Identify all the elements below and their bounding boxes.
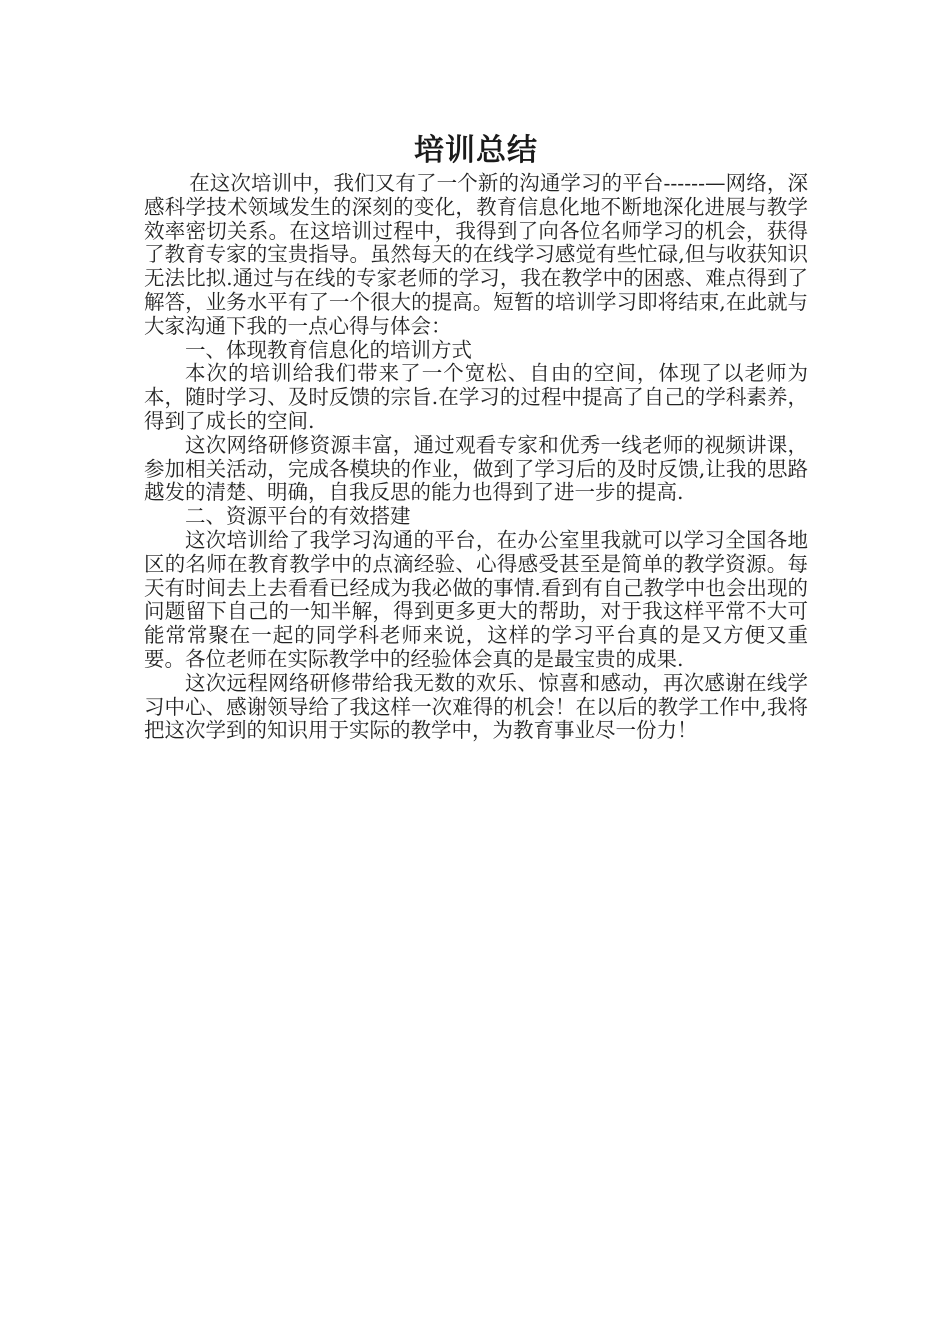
section2-paragraph-2: 这次远程网络研修带给我无数的欢乐、惊喜和感动，再次感谢在线学习中心、感谢领导给了我这样一次难得的机会！在以后的教学工作中,我将把这次学到的知识用于实际的教学中，为教育事业尽一份力！: [144, 670, 808, 743]
intro-paragraph: 在这次培训中，我们又有了一个新的沟通学习的平台------—网络，深感科学技术领域发生的深刻的变化，教育信息化地不断地深化进展与教学效率密切关系。在这培训过程中，我得到了向各位名师学习的机会，获得了教育专家的宝贵指导。虽然每天的在线学习感觉有些忙碌,但与收获知识无法比拟.通过与在线的专家老师的学习，我在教学中的困惑、难点得到了解答，业务水平有了一个很大的提高。短暂的培训学习即将结束,在此就与大家沟通下我的一点心得与体会：: [144, 171, 808, 338]
section-heading-2: 二、资源平台的有效搭建: [185, 504, 411, 529]
document-body: [144, 130, 808, 743]
document-title: 培训总结: [414, 133, 538, 168]
section1-paragraph-2: 这次网络研修资源丰富，通过观看专家和优秀一线老师的视频讲课，参加相关活动，完成各模块的作业，做到了学习后的及时反馈,让我的思路越发的清楚、明确，自我反思的能力也得到了进一步的提高.: [144, 432, 808, 505]
section1-paragraph-1: 本次的培训给我们带来了一个宽松、自由的空间，体现了以老师为本，随时学习、及时反馈的宗旨.在学习的过程中提高了自己的学科素养，得到了成长的空间.: [144, 361, 808, 433]
section2-paragraph-1: 这次培训给了我学习沟通的平台，在办公室里我就可以学习全国各地区的名师在教育教学中的点滴经验、心得感受甚至是简单的教学资源。每天有时间去上去看看已经成为我必做的事情.看到有自己教学中也会出现的问题留下自己的一知半解，得到更多更大的帮助，对于我这样平常不大可能常常聚在一起的同学科老师来说，这样的学习平台真的是又方便又重要。各位老师在实际教学中的经验体会真的是最宝贵的成果.: [144, 527, 808, 671]
section-heading-1: 一、体现教育信息化的培训方式: [185, 337, 472, 362]
